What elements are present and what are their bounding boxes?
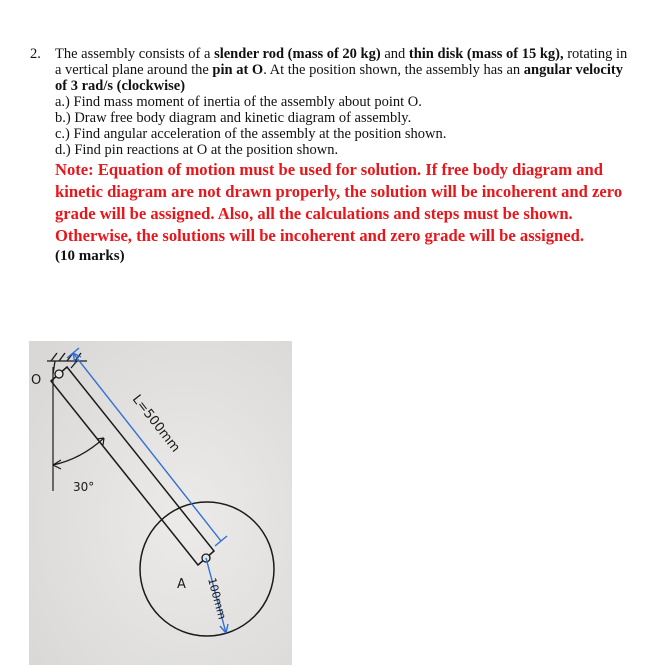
label-radius: 100mm [205,576,229,621]
statement-intro: The assembly consists of a [55,46,215,62]
warning-note: Note: Equation of motion must be used for solution. If free body diagram and kinetic diagram are not drawn properly, the solution will be incoherent and zero grade will be assigned. Also, all the calculations and steps must be shown. Otherwise, the solutions will be incoherent and zero grade will be assigned. [55,160,623,245]
statement-and: and [380,46,409,62]
part-b: b.) Draw free body diagram and kinetic diagram of assembly. [55,110,412,126]
statement-end: . At the position shown, the assembly has an [263,62,524,78]
pin-o-icon [55,370,63,378]
rod-mass-label: slender rod (mass of 20 kg) [214,46,381,62]
label-o: O [31,373,42,388]
question-body [55,46,630,266]
question-number: 2. [30,46,41,62]
part-d: d.) Find pin reactions at O at the position shown. [55,142,339,158]
label-a: A [177,577,186,592]
statement-middle: rotating in a vertical plane around the [55,46,628,78]
assembly-diagram [29,341,292,665]
part-c: c.) Find angular acceleration of the assembly at the position shown. [55,126,447,142]
label-angle: 30° [73,480,95,494]
question-parts [55,94,630,158]
angular-velocity-label: angular velocity of 3 rad/s (clockwise) [55,62,623,94]
figure-photo [29,341,292,665]
marks-label: (10 marks) [55,248,125,264]
question-statement [55,46,630,94]
disk-mass-label: thin disk (mass of 15 kg), [408,46,564,62]
part-a: a.) Find mass moment of inertia of the assembly about point O. [55,94,422,110]
label-length: L=500mm [128,392,183,456]
pin-label: pin at O [212,62,264,78]
